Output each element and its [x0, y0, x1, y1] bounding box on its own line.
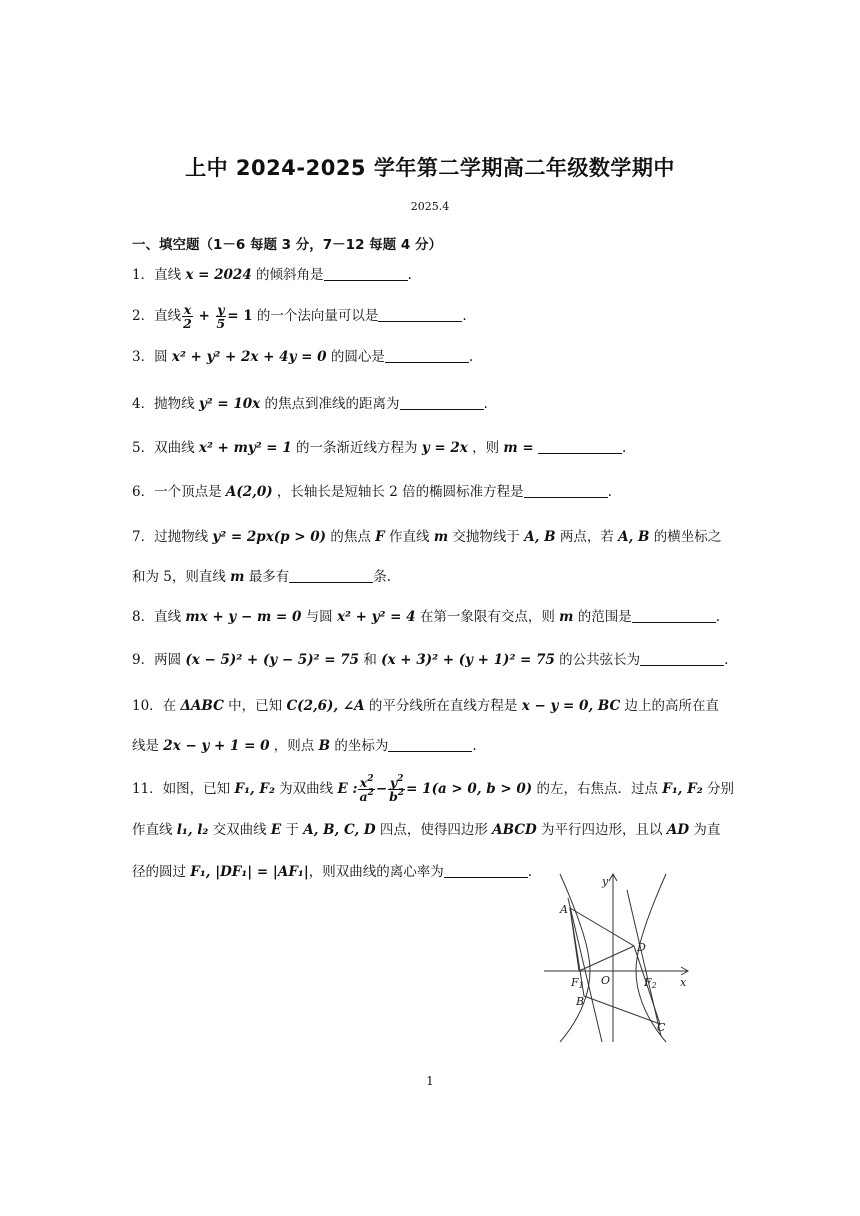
hyperbola-left-branch	[560, 874, 590, 1042]
question-10-line-2: 线是 2x − y + 1 = 0 ，则点 B 的坐标为 .	[132, 738, 477, 754]
question-8: 8．直线 mx + y − m = 0 与圆 x² + y² = 4 在第一象限有交点，则 m 的范围是 .	[132, 609, 721, 625]
question-3: 3．圆 x² + y² + 2x + 4y = 0 的圆心是 .	[132, 349, 474, 365]
question-6: 6．一个顶点是 A(2,0) ，长轴长是短轴长 2 倍的椭圆标准方程是 .	[132, 484, 612, 500]
hyperbola-figure	[540, 868, 700, 1048]
question-7-line-2: 和为 5，则直线 m 最多有 条.	[132, 569, 392, 585]
label-f1: F1	[571, 976, 584, 990]
answer-blank[interactable]	[289, 568, 373, 583]
page-number: 1	[426, 1074, 434, 1088]
section-heading: 一、填空题（1－6 每题 3 分，7－12 每题 4 分）	[132, 237, 442, 253]
question-9: 9．两圆 (x − 5)² + (y − 5)² = 75 和 (x + 3)² + (y + 1)² = 75 的公共弦长为 .	[132, 652, 729, 668]
answer-blank[interactable]	[640, 651, 724, 666]
label-f2: F2	[644, 976, 657, 990]
answer-blank[interactable]	[378, 307, 462, 322]
answer-blank[interactable]	[444, 863, 528, 878]
question-11-line-3: 径的圆过 F₁, |DF₁| = |AF₁|，则双曲线的离心率为 .	[132, 864, 533, 880]
answer-blank[interactable]	[324, 266, 408, 281]
question-4: 4．抛物线 y² = 10x 的焦点到准线的距离为 .	[132, 396, 488, 412]
question-5: 5．双曲线 x² + my² = 1 的一条渐近线方程为 y = 2x ，则 m = .	[132, 440, 627, 456]
question-11-line-2: 作直线 l₁, l₂ 交双曲线 E 于 A, B, C, D 四点，使得四边形 ABCD 为平行四边形，且以 AD 为直	[132, 822, 721, 838]
page-title: 上中 2024-2025 学年第二学期高二年级数学期中	[185, 156, 675, 180]
label-x: x	[680, 976, 687, 989]
exam-date: 2025.4	[410, 200, 450, 213]
answer-blank[interactable]	[538, 439, 622, 454]
answer-blank[interactable]	[400, 395, 484, 410]
label-b: B	[576, 995, 585, 1008]
line-l1	[568, 898, 602, 1042]
answer-blank[interactable]	[388, 737, 472, 752]
label-a: A	[560, 903, 568, 916]
label-y: y	[602, 875, 609, 888]
hyperbola-x-term: $\frac{x^2}{a^2}$	[359, 774, 374, 804]
question-10: 10．在 ΔABC 中，已知 C(2,6), ∠A 的平分线所在直线方程是 x − y = 0, BC 边上的高所在直	[132, 698, 720, 714]
answer-blank[interactable]	[632, 608, 716, 623]
answer-blank[interactable]	[524, 483, 608, 498]
answer-blank[interactable]	[385, 348, 469, 363]
question-11: 11．如图，已知 F₁, F₂ 为双曲线 E : $\frac{x^2}{a^2}$ − $\frac{y^2}{b^2}$ = 1(a > 0, b > 0) 的左，右焦点．过点 F₁, F₂ 分别	[132, 774, 734, 804]
label-o: O	[601, 974, 611, 987]
label-d: D	[637, 941, 646, 954]
question-1: 1．直线 x = 2024 的倾斜角是 .	[132, 267, 412, 283]
hyperbola-y-term: $\frac{y^2}{b^2}$	[389, 774, 405, 804]
question-2: 2．直线 $\frac{x}{2}$ + $\frac{y}{5}$ = 1 的一个法向量可以是 .	[132, 302, 467, 331]
label-c: C	[657, 1021, 666, 1034]
question-7: 7．过抛物线 y² = 2px(p > 0) 的焦点 F 作直线 m 交抛物线于 A, B 两点，若 A, B 的横坐标之	[132, 529, 722, 545]
